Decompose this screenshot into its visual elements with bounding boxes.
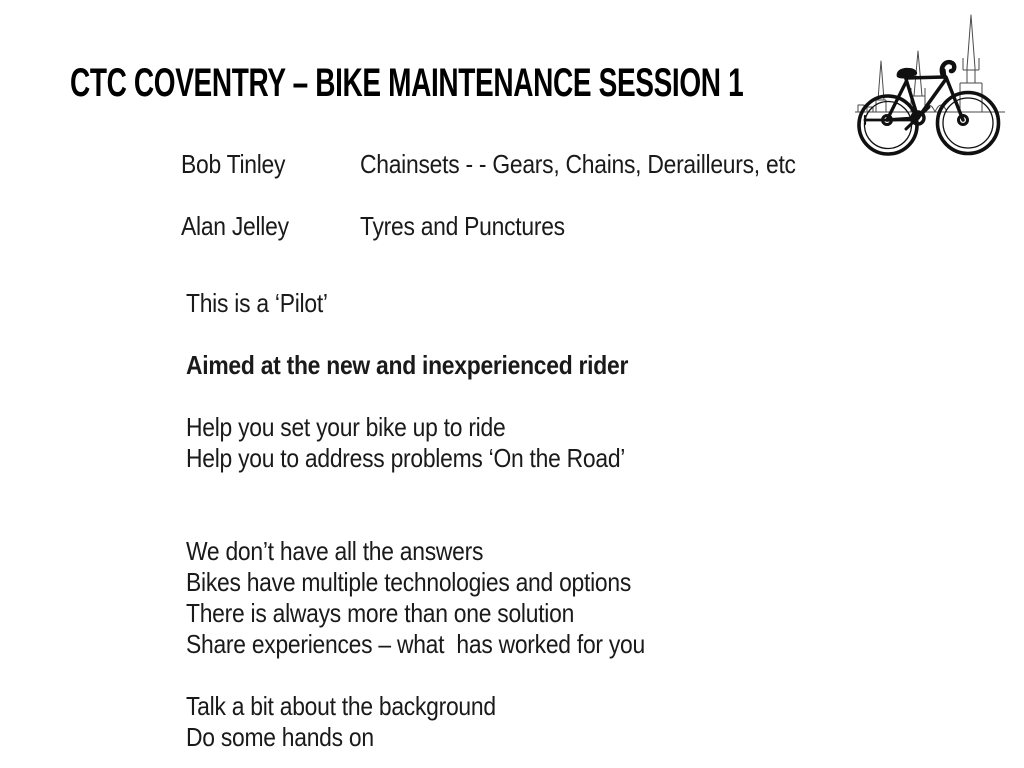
points-block [186,536,1006,660]
bicycle-three-spires-icon [855,8,1005,160]
body-line: We don’t have all the answers [186,536,484,566]
presenter-topic: Chainsets - - Gears, Chains, Derailleurs, etc [360,149,796,179]
body-line: Help you to address problems ‘On the Road’ [186,443,626,473]
presenter-topic: Tyres and Punctures [360,211,565,241]
closing-block [186,691,1006,753]
slide-logo [855,8,1005,160]
body-line: Bikes have multiple technologies and options [186,567,632,597]
body-line: Do some hands on [186,722,374,752]
aim-line: Aimed at the new and inexperienced rider [186,350,629,380]
presenter-name: Bob Tinley [181,149,286,179]
body-line: Talk a bit about the background [186,691,496,721]
slide-body [186,288,1006,753]
body-line: There is always more than one solution [186,598,575,628]
intro-line: This is a ‘Pilot’ [186,288,328,318]
presenter-row [0,211,1024,242]
presenter-name: Alan Jelley [181,211,289,241]
presenter-row [0,149,1024,180]
body-line: Share experiences – what has worked for you [186,629,645,659]
help-block [186,412,1006,474]
slide-title: CTC COVENTRY – BIKE MAINTENANCE SESSION 1 [70,61,744,105]
body-line: Help you set your bike up to ride [186,412,506,442]
